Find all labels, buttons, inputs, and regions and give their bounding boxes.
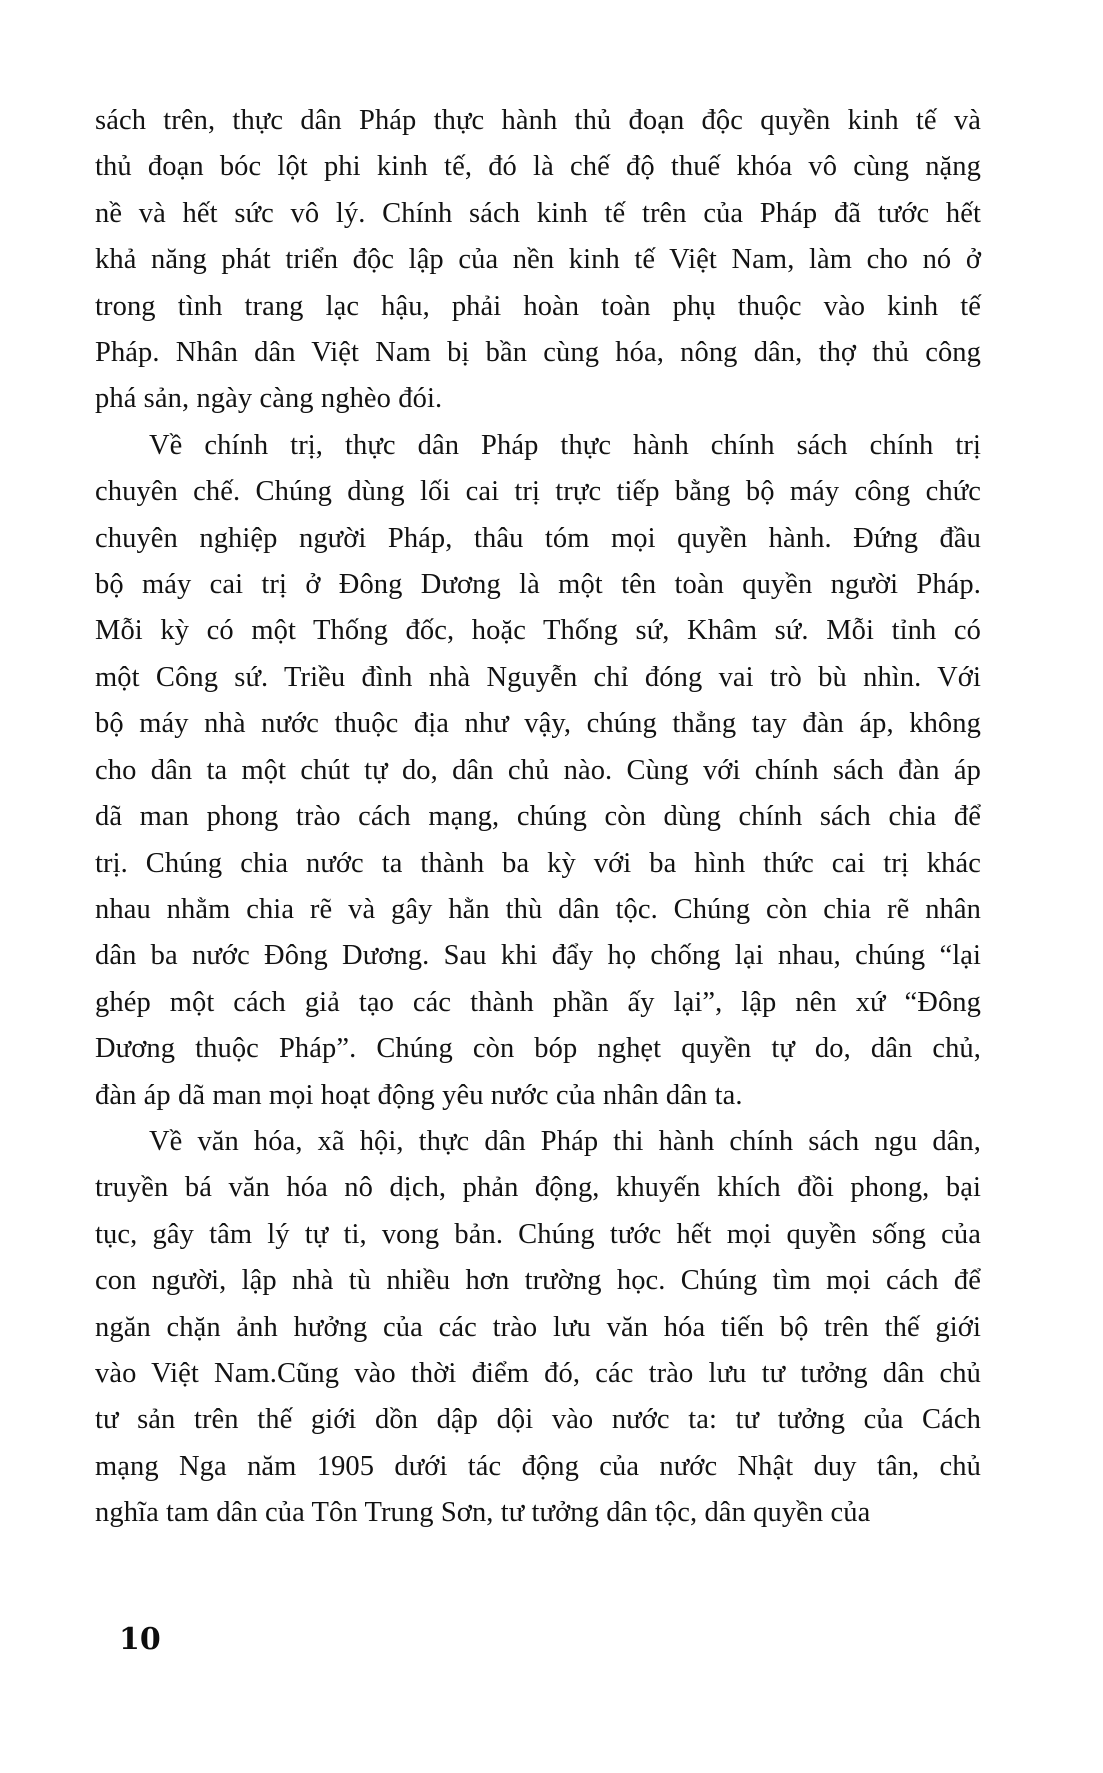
text-line: dã man phong trào cách mạng, chúng còn dùng chính sách chia để xyxy=(95,801,981,833)
text-line: bộ máy nhà nước thuộc địa như vậy, chúng thẳng tay đàn áp, không xyxy=(95,708,981,740)
paragraph xyxy=(95,98,981,423)
text-line: ngăn chặn ảnh hưởng của các trào lưu văn hóa tiến bộ trên thế giới xyxy=(95,1311,981,1343)
text-line: vào Việt Nam.Cũng vào thời điểm đó, các trào lưu tư tưởng dân chủ xyxy=(95,1357,981,1389)
text-line: dân ba nước Đông Dương. Sau khi đẩy họ chống lại nhau, chúng “lại xyxy=(95,940,981,972)
text-line: chuyên chế. Chúng dùng lối cai trị trực tiếp bằng bộ máy công chức xyxy=(95,476,981,508)
text-line: trị. Chúng chia nước ta thành ba kỳ với ba hình thức cai trị khác xyxy=(95,847,981,879)
text-line: truyền bá văn hóa nô dịch, phản động, khuyến khích đồi phong, bại xyxy=(95,1172,981,1204)
page-number: 10 xyxy=(119,1622,161,1657)
text-line: nề và hết sức vô lý. Chính sách kinh tế trên của Pháp đã tước hết xyxy=(95,197,981,229)
paragraph xyxy=(95,423,981,1119)
paragraph xyxy=(95,1119,981,1537)
text-line: bộ máy cai trị ở Đông Dương là một tên toàn quyền người Pháp. xyxy=(95,569,981,601)
text-line: Mỗi kỳ có một Thống đốc, hoặc Thống sứ, Khâm sứ. Mỗi tỉnh có xyxy=(95,615,981,647)
text-line: khả năng phát triển độc lập của nền kinh tế Việt Nam, làm cho nó ở xyxy=(95,244,981,276)
text-block xyxy=(95,98,981,1537)
text-line: sách trên, thực dân Pháp thực hành thủ đoạn độc quyền kinh tế và xyxy=(95,105,981,136)
text-line: chuyên nghiệp người Pháp, thâu tóm mọi quyền hành. Đứng đầu xyxy=(95,522,981,554)
text-line: phá sản, ngày càng nghèo đói. xyxy=(95,383,443,415)
text-line: Dương thuộc Pháp”. Chúng còn bóp nghẹt quyền tự do, dân chủ, xyxy=(95,1033,981,1065)
text-line: đàn áp dã man mọi hoạt động yêu nước của nhân dân ta. xyxy=(95,1079,743,1111)
text-line: trong tình trang lạc hậu, phải hoàn toàn phụ thuộc vào kinh tế xyxy=(95,290,981,322)
text-line: nhau nhằm chia rẽ và gây hằn thù dân tộc. Chúng còn chia rẽ nhân xyxy=(95,893,981,925)
text-line: Về chính trị, thực dân Pháp thực hành chính sách chính trị xyxy=(149,429,981,461)
text-line: tục, gây tâm lý tự ti, vong bản. Chúng tước hết mọi quyền sống của xyxy=(95,1218,981,1250)
text-line: cho dân ta một chút tự do, dân chủ nào. Cùng với chính sách đàn áp xyxy=(95,754,981,786)
text-line: con người, lập nhà tù nhiều hơn trường học. Chúng tìm mọi cách để xyxy=(95,1265,981,1297)
text-line: thủ đoạn bóc lột phi kinh tế, đó là chế độ thuế khóa vô cùng nặng xyxy=(95,151,981,183)
text-line: tư sản trên thế giới dồn dập dội vào nước ta: tư tưởng của Cách xyxy=(95,1404,981,1436)
text-line: ghép một cách giả tạo các thành phần ấy lại”, lập nên xứ “Đông xyxy=(95,986,981,1018)
text-line: nghĩa tam dân của Tôn Trung Sơn, tư tưởng dân tộc, dân quyền của xyxy=(95,1497,871,1529)
text-line: mạng Nga năm 1905 dưới tác động của nước Nhật duy tân, chủ xyxy=(95,1450,981,1482)
text-line: Pháp. Nhân dân Việt Nam bị bần cùng hóa, nông dân, thợ thủ công xyxy=(95,337,981,369)
text-line: một Công sứ. Triều đình nhà Nguyễn chỉ đóng vai trò bù nhìn. Với xyxy=(95,661,981,693)
text-line: Về văn hóa, xã hội, thực dân Pháp thi hành chính sách ngu dân, xyxy=(149,1125,981,1157)
